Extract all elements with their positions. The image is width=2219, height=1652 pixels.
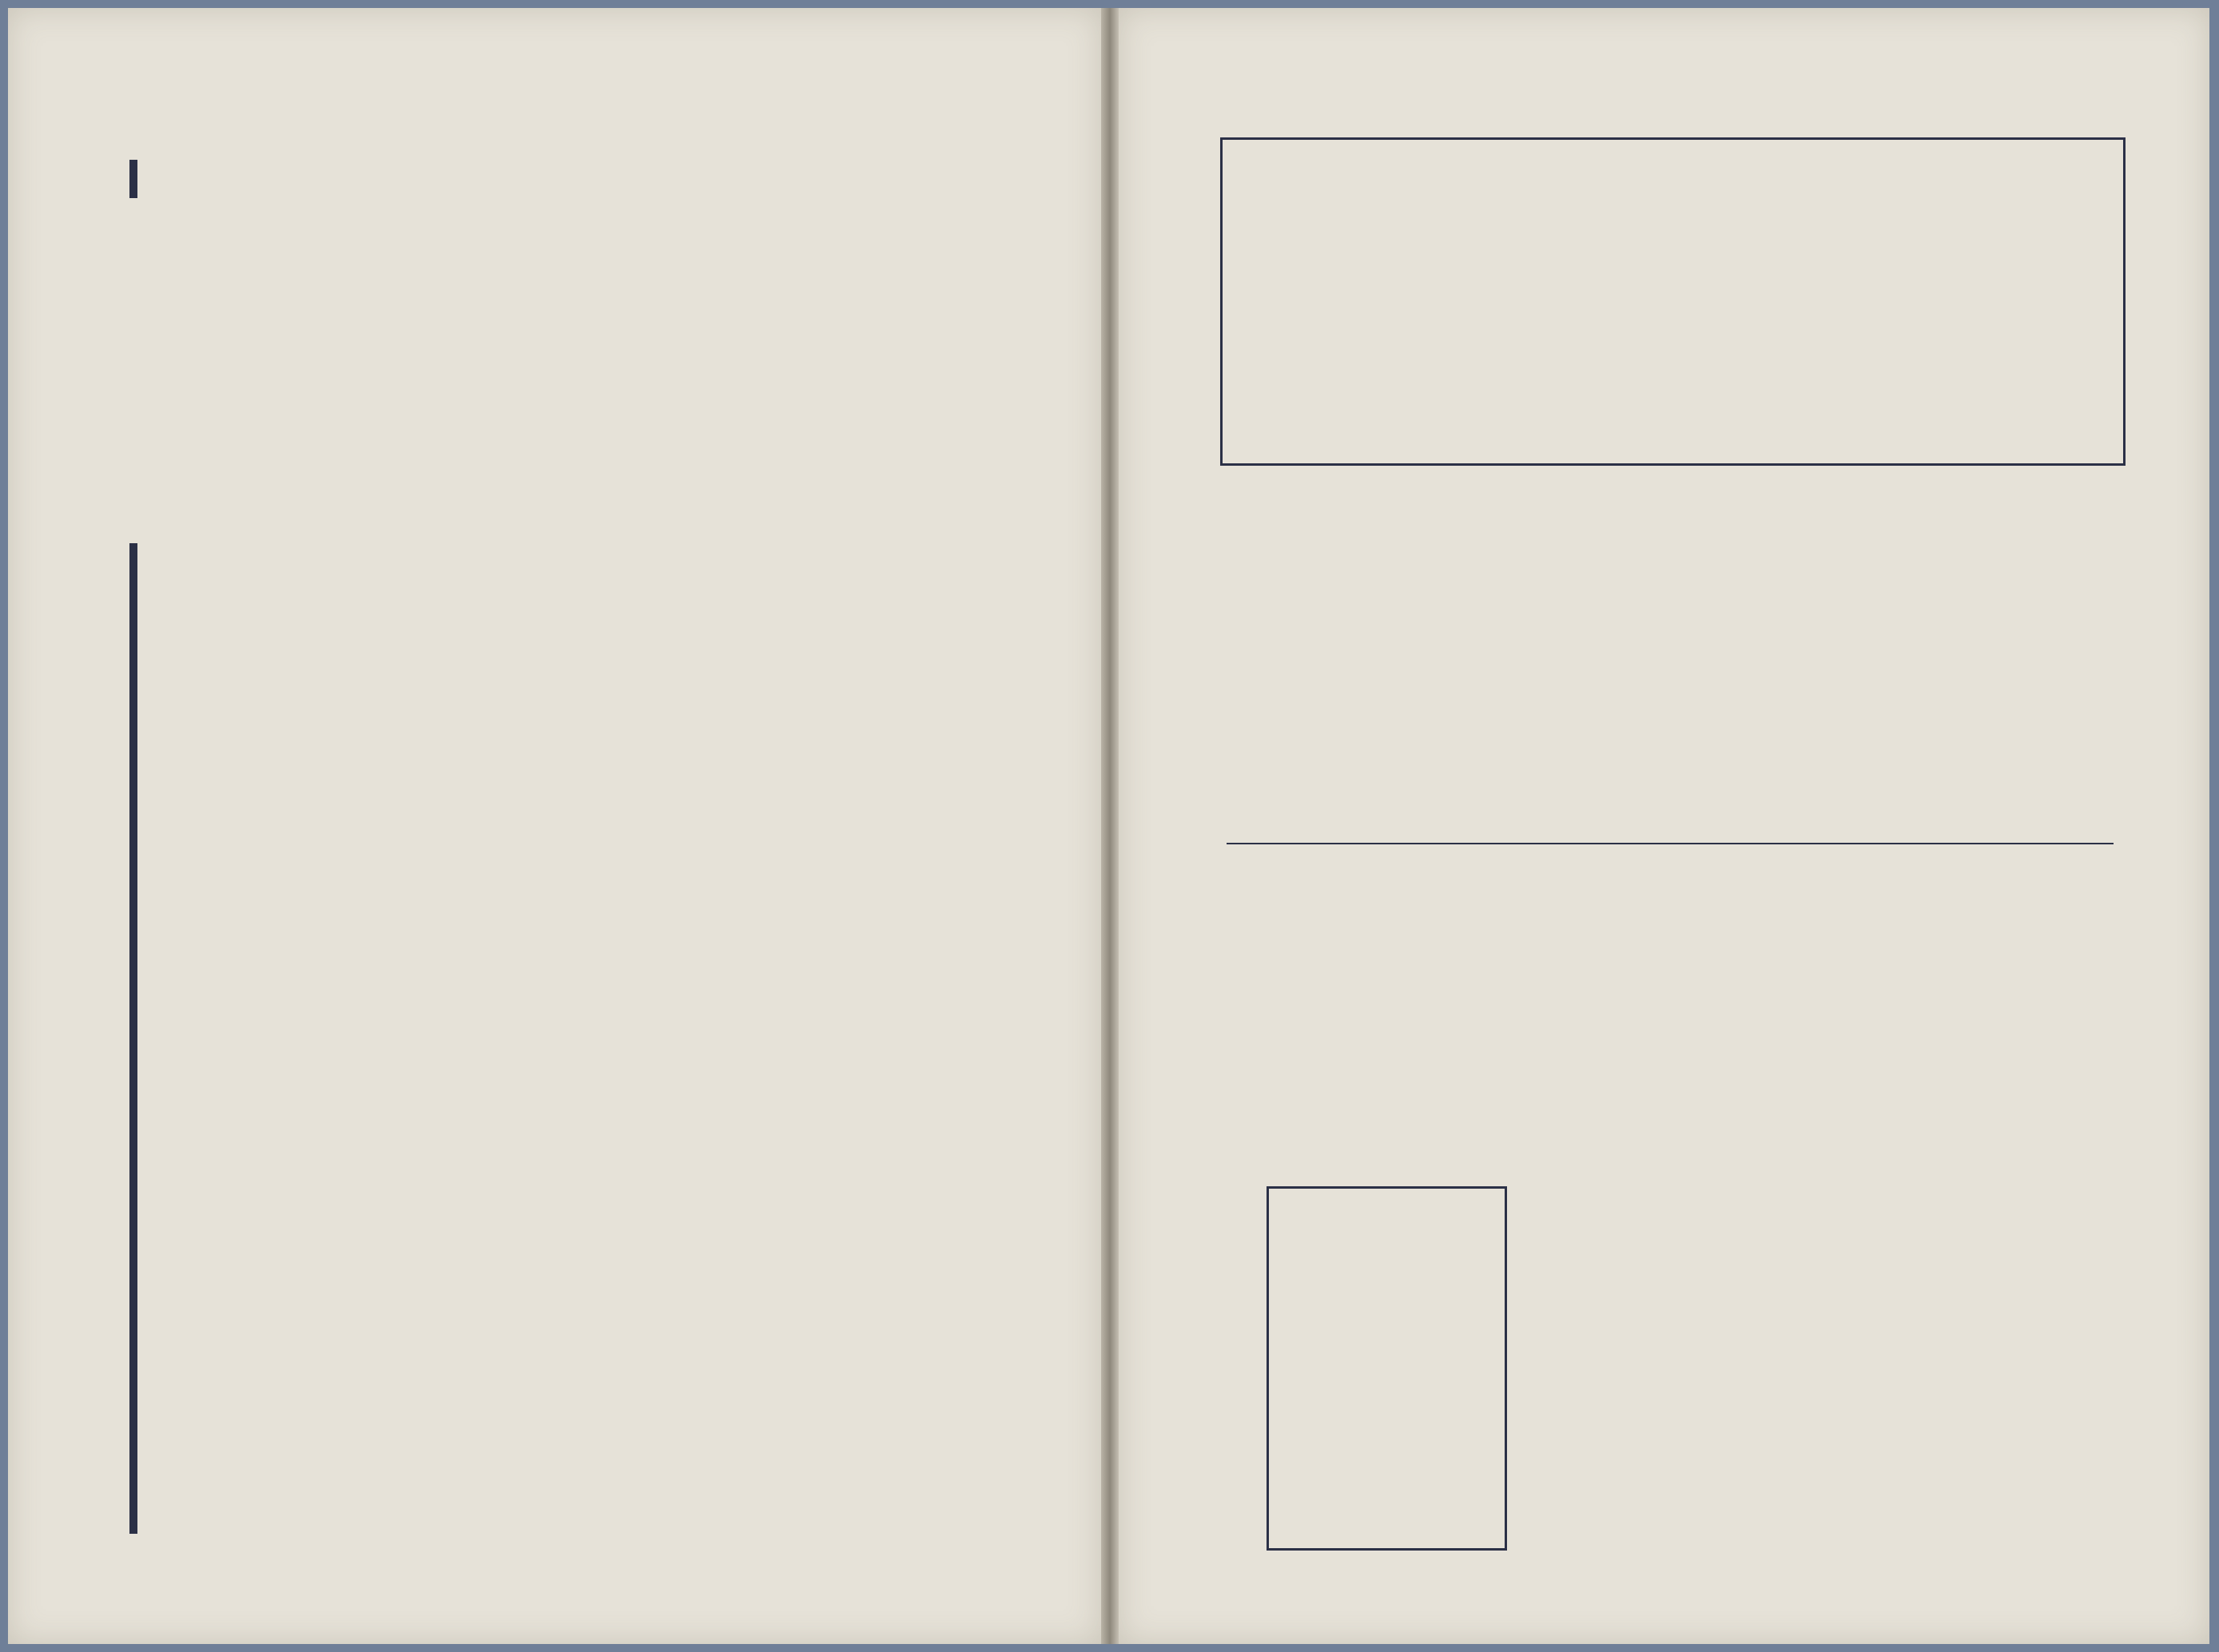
memo-top-row xyxy=(1223,495,2054,839)
meat-fish-list-middle xyxy=(240,623,983,1070)
colophon-price xyxy=(1449,1195,1473,1213)
left-page xyxy=(8,8,1101,1644)
right-page xyxy=(1119,8,2209,1644)
memo-bottom-row xyxy=(1686,1198,2126,1550)
colophon-monthly xyxy=(1474,1195,1498,1230)
colophon-editor xyxy=(1418,1195,1442,1230)
subscription-prices xyxy=(1522,1198,1626,1550)
meat-fish-list-top xyxy=(168,172,911,619)
course1-details xyxy=(1758,152,2046,455)
memo-middle-row xyxy=(1223,851,2118,1178)
egg-vegetable-list-bottom xyxy=(168,1078,991,1550)
colophon-box xyxy=(1267,1186,1507,1551)
course2-details xyxy=(1231,152,1678,455)
book-gutter xyxy=(1101,8,1119,1644)
colophon-publisher xyxy=(1393,1195,1417,1213)
memo-divider xyxy=(1227,843,2114,844)
title-bar-top xyxy=(129,160,137,198)
colophon-printer xyxy=(1295,1195,1319,1213)
title-bar-bottom xyxy=(129,543,137,1534)
